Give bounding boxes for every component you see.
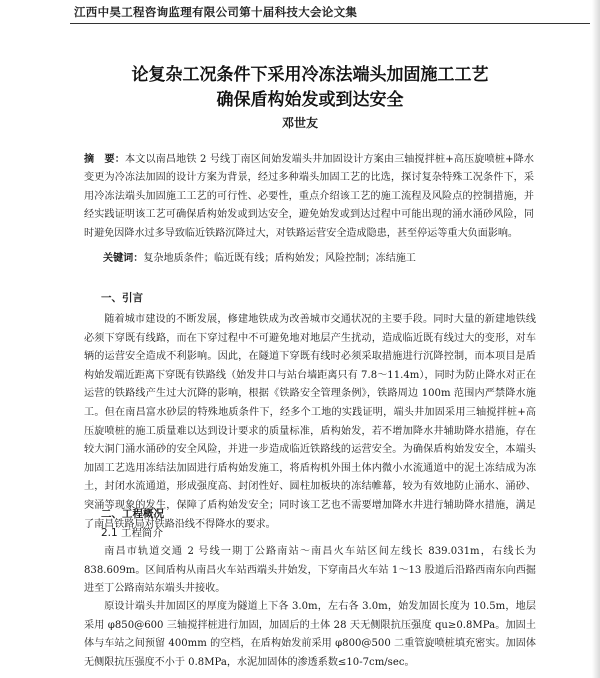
header-rule bbox=[70, 23, 590, 24]
keywords-text: 复杂地质条件；临近既有线；盾构始发；风险控制；冻结施工 bbox=[143, 253, 416, 264]
abstract bbox=[84, 151, 534, 243]
paper-title-line2: 确保盾构始发或到达安全 bbox=[216, 90, 404, 110]
paper-title-line1: 论复杂工况条件下采用冷冻法端头加固施工工艺 bbox=[131, 65, 489, 85]
scan-edge-shadow bbox=[592, 0, 600, 678]
overview-paragraph-1: 南昌市轨道交通 2 号线一期丁公路南站～南昌火车站区间左线长 839.031m，右线长为 838.609m。区间盾构从南昌火车站西端头井始发，下穿南昌火车站 1～13 股道后沿路西南东向西掘进至丁公路南站东端头井接收。 bbox=[84, 546, 536, 595]
abstract-text: 本文以南昌地铁 2 号线丁南区间始发端头井加固设计方案由三轴搅拌桩+高压旋喷桩+降水变更为冷冻法加固的设计方案为背景，经过多种端头加固工艺的比选，探讨复杂特殊工况条件下，采用冷冻法端头加固施工工艺的可行性、必要性，重点介绍该工艺的施工流程及风险点的控制措施，并经实践证明该工艺可确保盾构始发或到达安全，避免始发或到达过程中可能出现的涌水涌砂风险，同时避免因降水过多导致临近铁路沉降过大，对铁路运营安全造成隐患，甚至停运等重大负面影响。 bbox=[84, 154, 534, 239]
section-heading-intro: 一、引言 bbox=[101, 292, 143, 304]
section-heading-overview: 二、工程概况 bbox=[101, 508, 164, 520]
keywords-label: 关键词： bbox=[103, 253, 144, 264]
keywords bbox=[103, 249, 543, 264]
author: 邓世友 bbox=[281, 116, 318, 130]
subsection-heading: 2.1 工程简介 bbox=[101, 527, 164, 539]
running-header: 江西中昊工程咨询监理有限公司第十届科技大会论文集 bbox=[74, 5, 358, 19]
intro-paragraph: 随着城市建设的不断发展，修建地铁成为改善城市交通状况的主要手段。同时大量的新建地铁线必须下穿既有线路，而在下穿过程中不可避免地对地层产生扰动，造成临近既有线过大的变形，对车辆的运营安全造成不利影响。因此，在隧道下穿既有线时必须采取措施进行沉降控制，而本项目是盾构始发端近距离下穿既有铁路线（始发井口与站台墙距离只有 7.8～11.4m），同时为防止降水对正在运营的铁路线产生过大沉降的影响，根据《铁路安全管理条例》，铁路周边 100m 范围内严禁降水施工。但在南昌富水砂层的特殊地质条件下，经多个工地的实践证明，端头井加固采用三轴搅拌桩+高压旋喷桩的施工质量难以达到设计要求的质量标准，盾构始发，若不增加降水井辅助降水措施，存在较大洞门涌水涌砂的安全风险，并进一步造成临近铁路线的运营安全。为确保盾构始发安全，本端头加固工艺选用冻结法加固进行盾构始发施工，将盾构机外围土体内微小水流通道中的泥土冻结成为冻土，封闭水流通道，形成强度高、封闭性好、圆柱加板块的冻结帷幕，较为有效地防止涌水、涌砂、突涌等现象的发生，保障了盾构始发安全；同时该工艺也不需要增加降水井进行辅助降水措施，满足了南昌铁路局对铁路沿线不得降水的要求。 bbox=[84, 314, 536, 530]
overview-paragraph-2: 原设计端头井加固区的厚度为隧道上下各 3.0m，左右各 3.0m，始发加固长度为 10.5m，地层采用 φ850@600 三轴搅拌桩进行加固，加固后的土体 28 天无侧限抗压强度 qu≥0.8MPa。加固土体与车站之间预留 400mm 的空档，在盾构始发前采用 φ800@500 二重管旋喷桩填充密实。加固体无侧限抗压强度不小于 0.8MPa，水泥加固体的渗透系数≤10-7cm/sec。 bbox=[84, 601, 536, 668]
abstract-label: 摘 要： bbox=[84, 154, 125, 165]
